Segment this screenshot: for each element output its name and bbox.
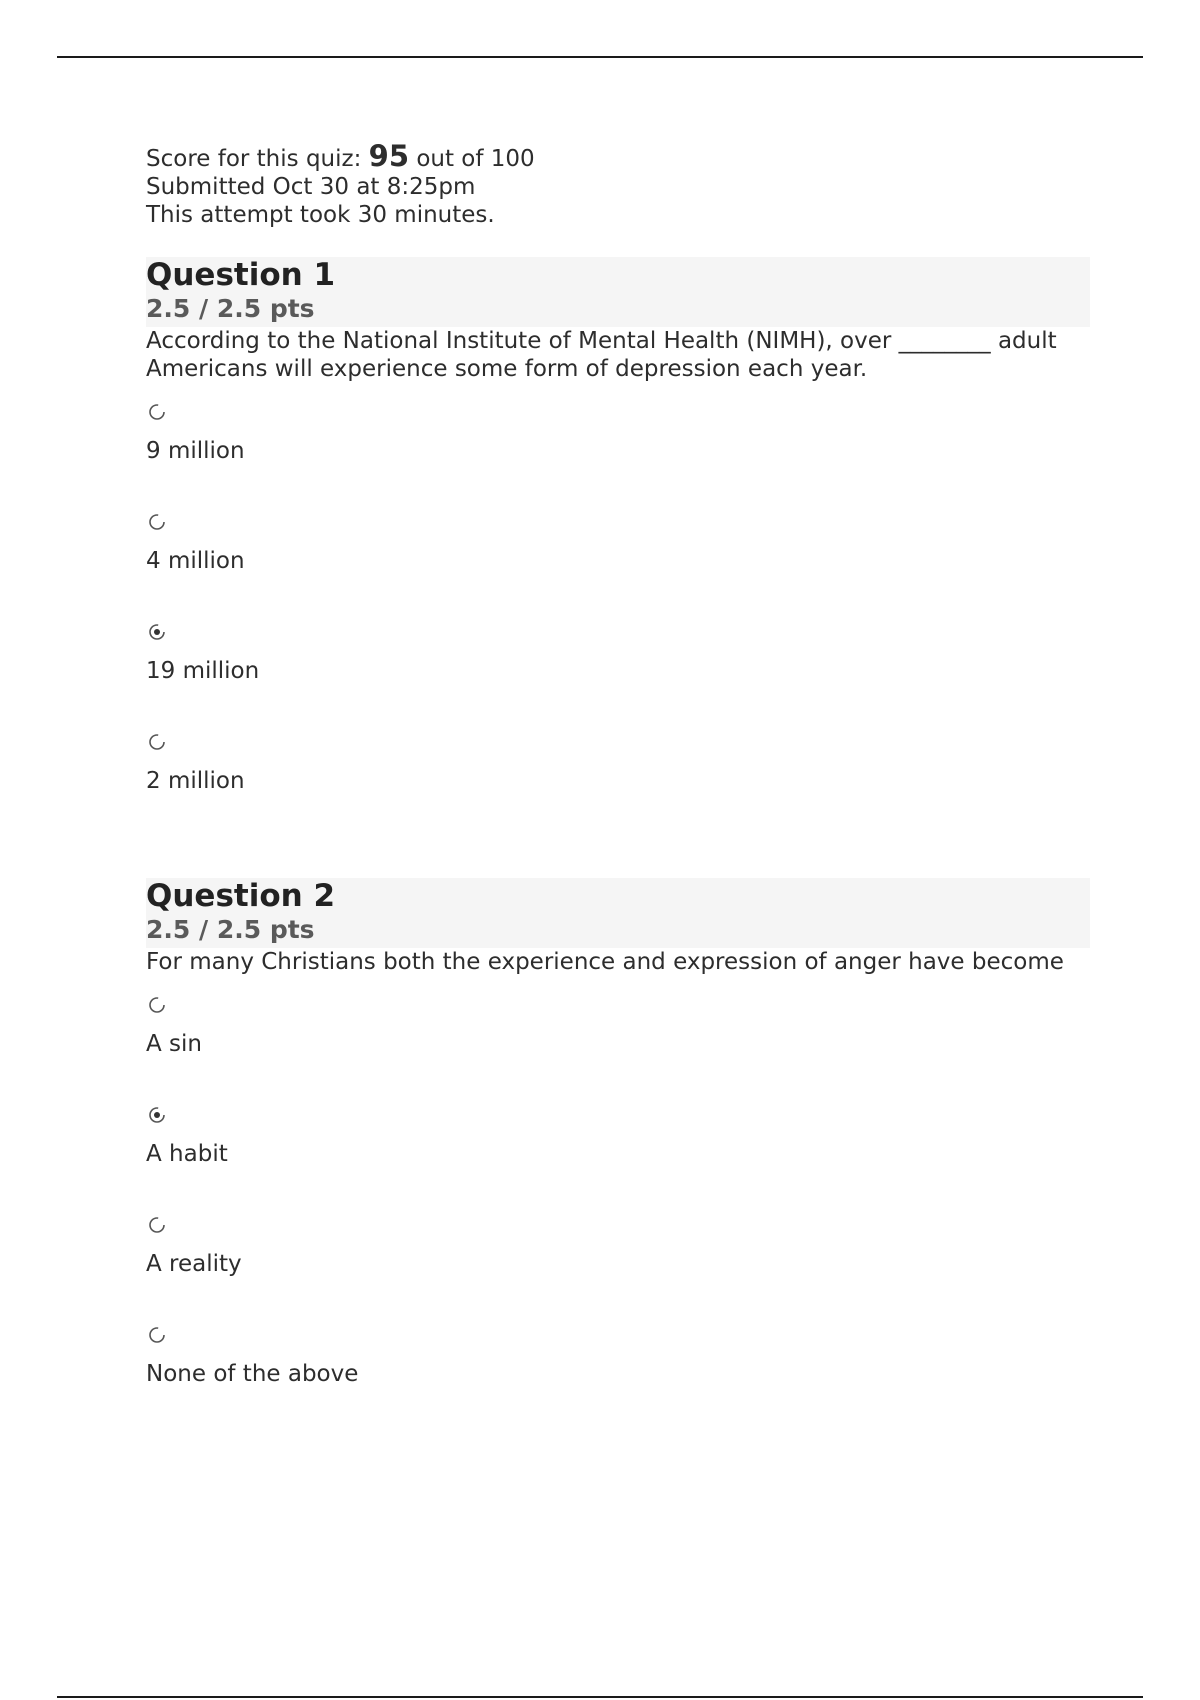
answer-label: None of the above bbox=[146, 1361, 359, 1387]
score-line bbox=[146, 139, 1090, 173]
answer-list bbox=[146, 996, 1090, 1436]
answer-option[interactable] bbox=[146, 623, 1090, 733]
answer-label: A reality bbox=[146, 1251, 242, 1277]
question-title: Question 2 bbox=[146, 878, 336, 914]
score-value: 95 bbox=[368, 139, 410, 173]
answer-list bbox=[146, 403, 1090, 843]
question-1 bbox=[146, 257, 1090, 843]
answer-label: 19 million bbox=[146, 658, 260, 684]
duration-line: This attempt took 30 minutes. bbox=[146, 202, 495, 228]
radio-icon[interactable] bbox=[148, 733, 166, 751]
answer-option[interactable] bbox=[146, 403, 1090, 513]
bottom-rule bbox=[57, 1696, 1143, 1698]
question-points: 2.5 / 2.5 pts bbox=[146, 915, 315, 944]
answer-option[interactable] bbox=[146, 1106, 1090, 1216]
radio-icon[interactable] bbox=[148, 1326, 166, 1344]
answer-option[interactable] bbox=[146, 733, 1090, 843]
radio-icon[interactable] bbox=[148, 1106, 166, 1124]
answer-label: A habit bbox=[146, 1141, 228, 1167]
answer-option[interactable] bbox=[146, 513, 1090, 623]
top-rule bbox=[57, 56, 1143, 58]
answer-option[interactable] bbox=[146, 1216, 1090, 1326]
question-header bbox=[146, 257, 1090, 327]
radio-icon[interactable] bbox=[148, 1216, 166, 1234]
answer-option[interactable] bbox=[146, 1326, 1090, 1436]
answer-label: 4 million bbox=[146, 548, 245, 574]
question-points: 2.5 / 2.5 pts bbox=[146, 294, 315, 323]
answer-label: 9 million bbox=[146, 438, 245, 464]
radio-icon[interactable] bbox=[148, 513, 166, 531]
quiz-summary bbox=[146, 139, 1090, 229]
question-text: For many Christians both the experience and expression of anger have become bbox=[146, 949, 1064, 975]
submitted-line: Submitted Oct 30 at 8:25pm bbox=[146, 174, 476, 200]
question-text: According to the National Institute of Mental Health (NIMH), over ________ adult Americans will experience some form of depression each year. bbox=[146, 328, 1057, 382]
radio-icon[interactable] bbox=[148, 403, 166, 421]
answer-label: 2 million bbox=[146, 768, 245, 794]
question-header bbox=[146, 878, 1090, 948]
question-2 bbox=[146, 878, 1090, 1436]
answer-option[interactable] bbox=[146, 996, 1090, 1106]
radio-icon[interactable] bbox=[148, 623, 166, 641]
score-suffix: out of 100 bbox=[409, 146, 535, 172]
radio-icon[interactable] bbox=[148, 996, 166, 1014]
answer-label: A sin bbox=[146, 1031, 202, 1057]
score-prefix: Score for this quiz: bbox=[146, 146, 369, 172]
question-title: Question 1 bbox=[146, 257, 336, 293]
quiz-content bbox=[146, 139, 1090, 1436]
